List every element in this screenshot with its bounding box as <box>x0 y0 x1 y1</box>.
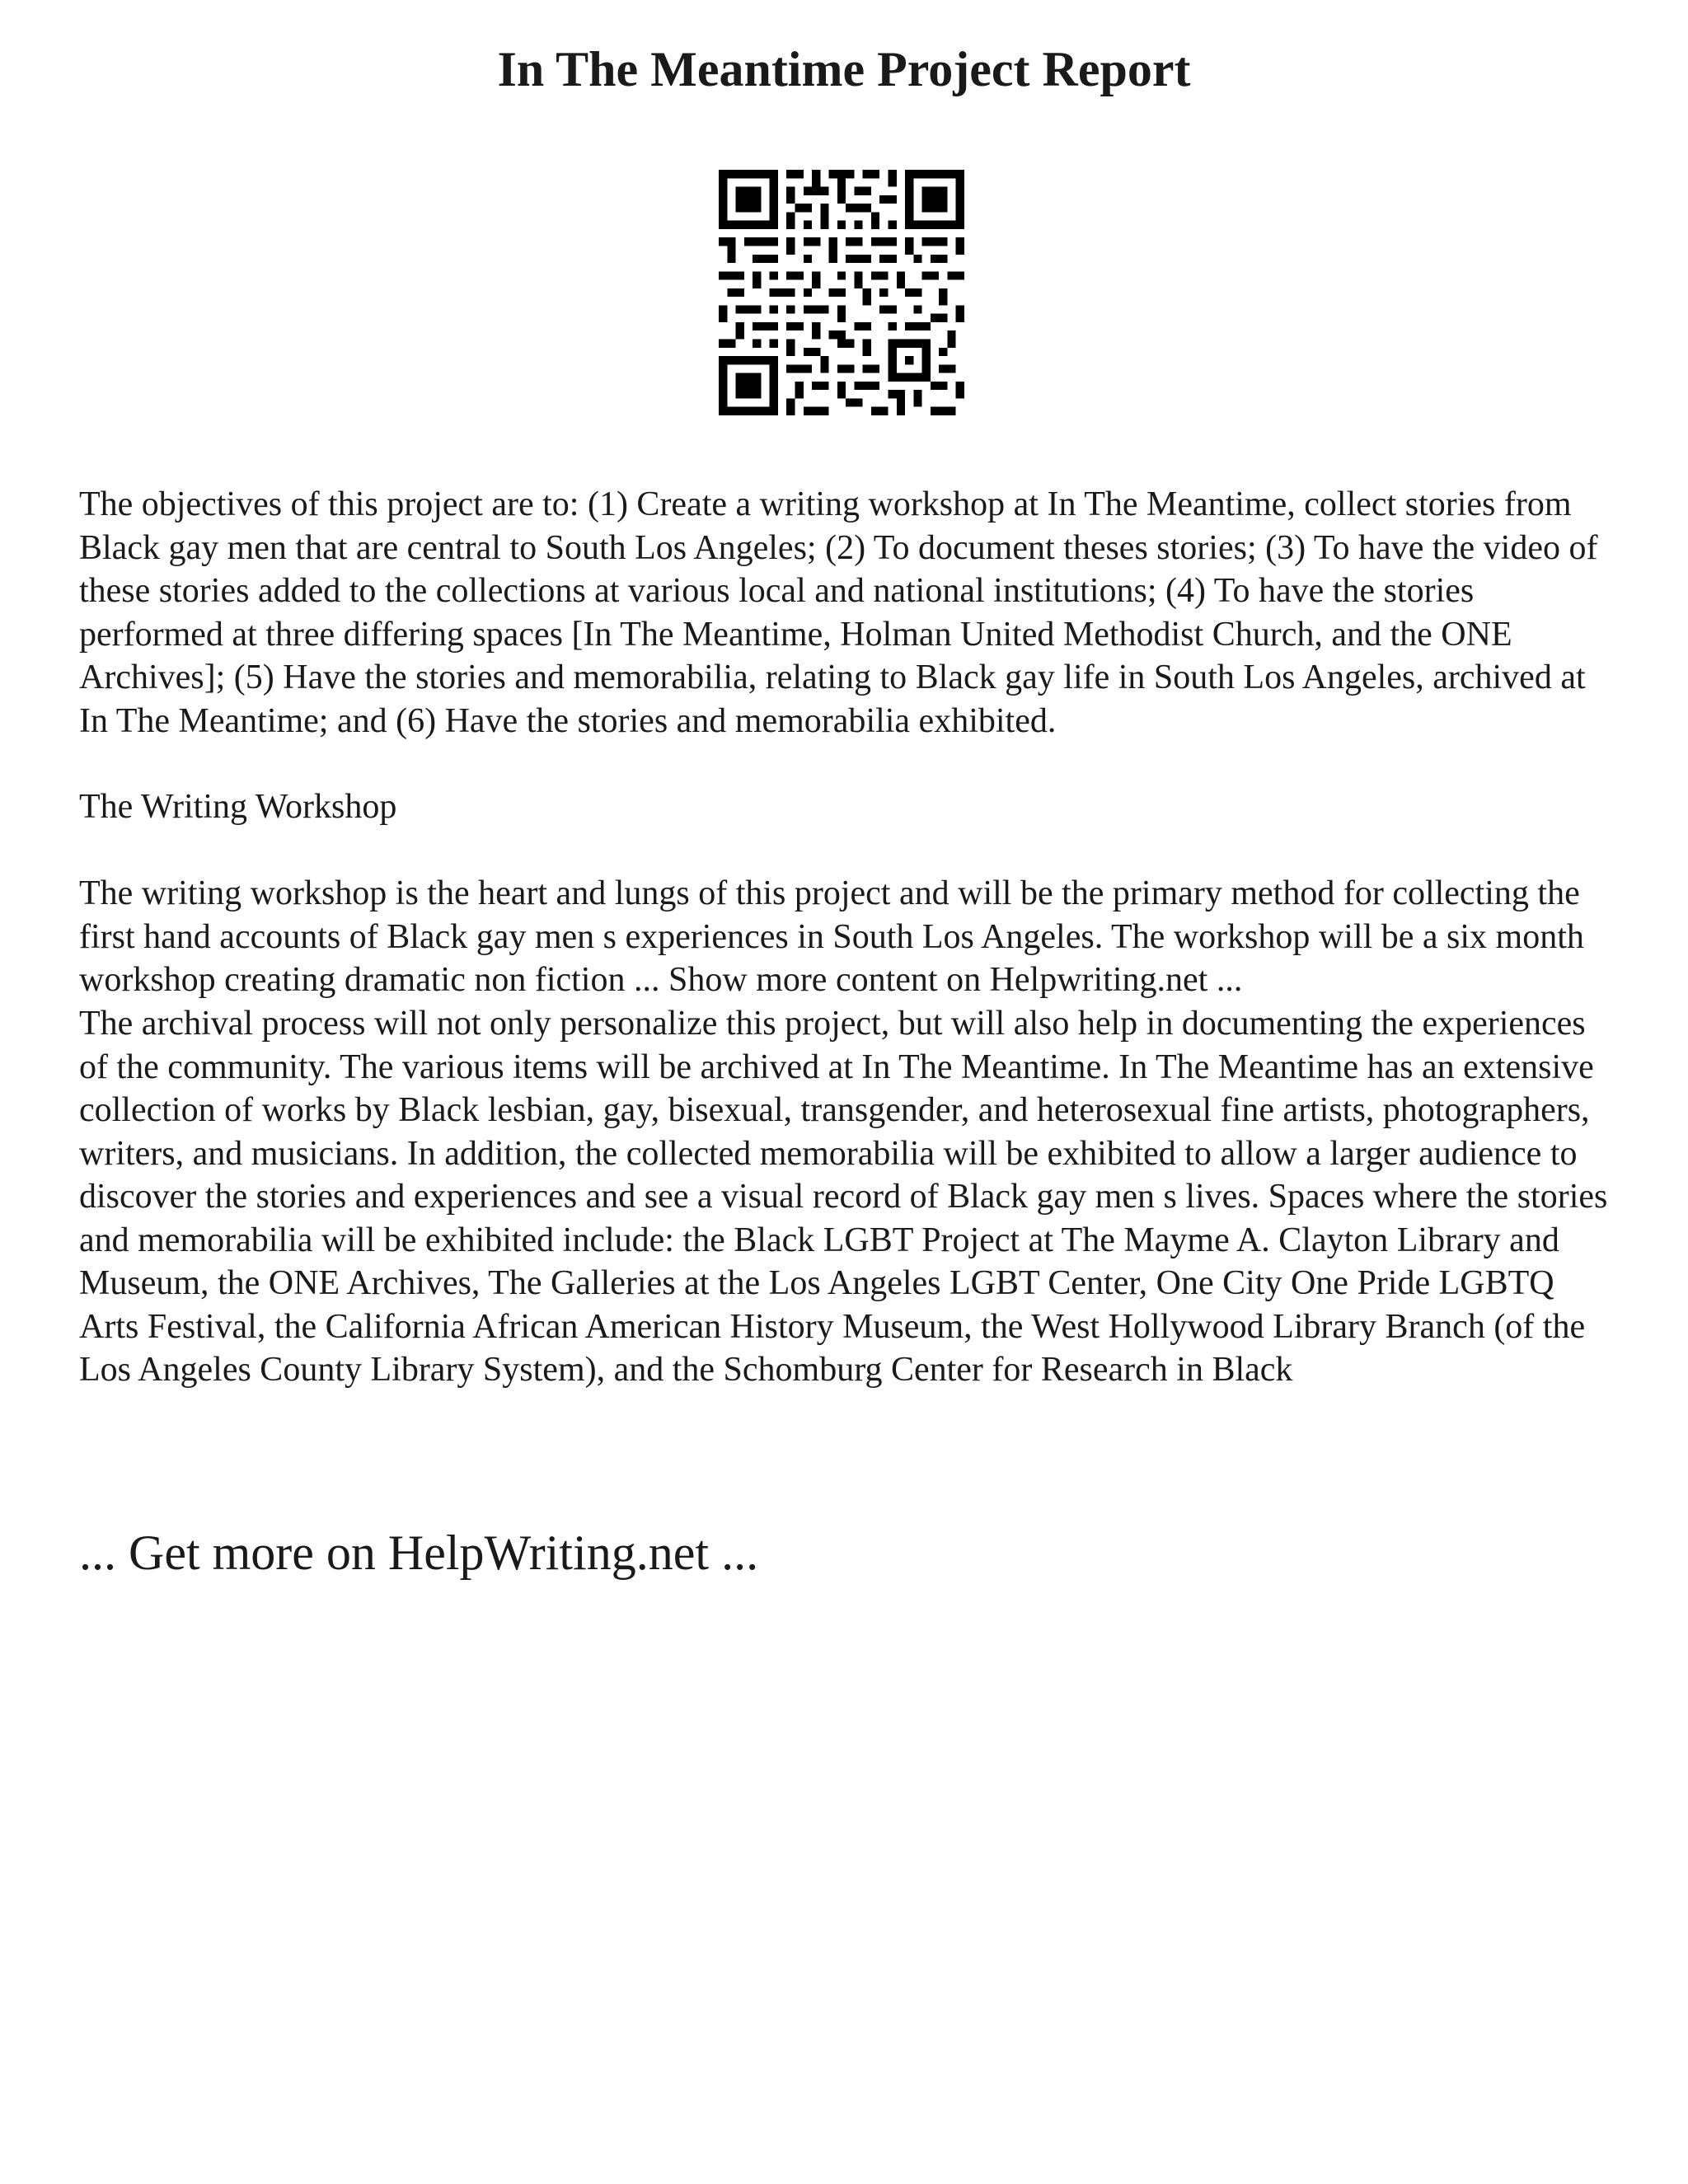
section-heading-writing-workshop: The Writing Workshop <box>79 788 397 826</box>
qr-code-icon[interactable] <box>719 170 964 415</box>
get-more-link[interactable]: ... Get more on HelpWriting.net ... <box>79 1526 759 1580</box>
objectives-paragraph: The objectives of this project are to: (1) Create a writing workshop at In The Meantime, collect stories from Black gay men that are central to South Los Angeles; (2) To document theses stories; (3) To have the video of these stories added to the collections at various local and national institutions; (4) To have the stories performed at three differing spaces [In The Meantime, Holman United Methodist Church, and the ONE Archives]; (5) Have the stories and memorabilia, relating to Black gay life in South Los Angeles, archived at In The Meantime; and (6) Have the stories and memorabilia exhibited. <box>79 485 1598 740</box>
page-title: In The Meantime Project Report <box>497 42 1191 96</box>
writing-workshop-paragraph: The writing workshop is the heart and lungs of this project and will be the primary method for collecting the first hand accounts of Black gay men s experiences in South Los Angeles. The workshop will be a six month workshop creating dramatic non fiction ... Show more content on Helpwriting.net ... <box>79 874 1584 999</box>
archival-process-paragraph: The archival process will not only personalize this project, but will also help in documenting the experiences of the community. The various items will be archived at In The Meantime. In The Meantime has an extensive collection of works by Black lesbian, gay, bisexual, transgender, and heterosexual fine artists, photographers, writers, and musicians. In addition, the collected memorabilia will be exhibited to allow a larger audience to discover the stories and experiences and see a visual record of Black gay men s lives. Spaces where the stories and memorabilia will be exhibited include: the Black LGBT Project at The Mayme A. Clayton Library and Museum, the ONE Archives, The Galleries at the Los Angeles LGBT Center, One City One Pride LGBTQ Arts Festival, the California African American History Museum, the West Hollywood Library Branch (of the Los Angeles County Library System), and the Schomburg Center for Research in Black <box>79 1005 1608 1389</box>
